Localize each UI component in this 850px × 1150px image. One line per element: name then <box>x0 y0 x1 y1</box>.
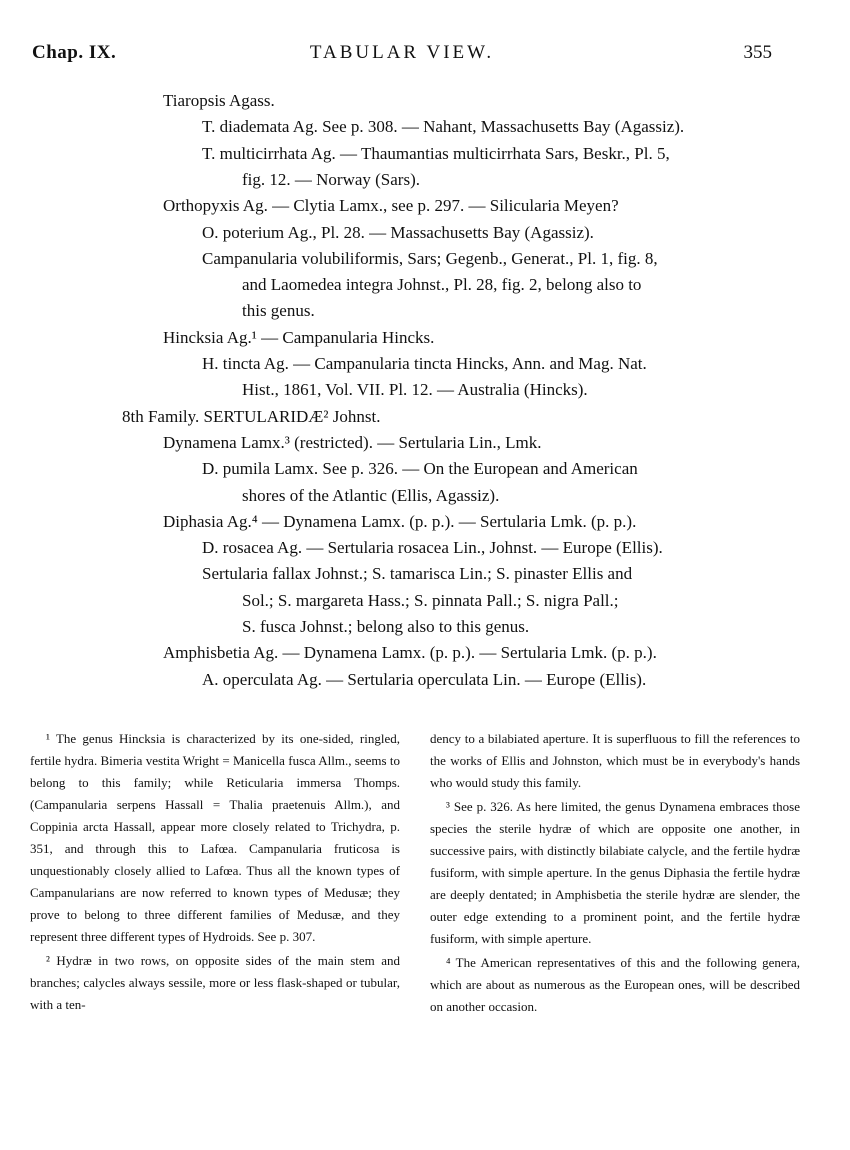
body-line: Campanularia volubiliformis, Sars; Gegenb., Generat., Pl. 1, fig. 8, <box>202 248 658 268</box>
body-line: Orthopyxis Ag. — Clytia Lamx., see p. 297. — Silicularia Meyen? <box>163 196 619 216</box>
running-title: TABULAR VIEW. <box>309 42 495 63</box>
body-line: Amphisbetia Ag. — Dynamena Lamx. (p. p.). — Sertularia Lmk. (p. p.). <box>163 643 657 663</box>
footnote-paragraph: ¹ The genus Hincksia is characterized by its one-sided, ringled, fertile hydra. Bimeria vestita Wright = Manicella fusca Allm., seems to belong to this family; while Reticularia immersa Thomps. (Campanularia serpens Hassall = Thalia praetenuis Allm.), and Coppinia arcta Hassall, appear more closely related to Trichydra, p. 351, and through this to Lafœa. Campanularia fruticosa is unquestionably closely allied to Lafœa. Thus all the known types of Campanularians are now referred to known types of Medusæ; they prove to belong to three different families of Medusæ, and they represent three different types of Hydroids. See p. 307. <box>30 731 400 944</box>
page-header <box>32 42 772 70</box>
body-line: fig. 12. — Norway (Sars). <box>242 169 420 189</box>
body-line: Diphasia Ag.⁴ — Dynamena Lamx. (p. p.). — Sertularia Lmk. (p. p.). <box>163 511 637 531</box>
body-line: Dynamena Lamx.³ (restricted). — Sertularia Lin., Lmk. <box>163 432 542 452</box>
body-line: S. fusca Johnst.; belong also to this genus. <box>242 617 530 636</box>
footnote-paragraph: ³ See p. 326. As here limited, the genus Dynamena embraces those species the sterile hydræ of which are opposite one another, in successive pairs, with distinctly bilabiate calycle, and the fertile hydræ fusiform, with simple aperture. In the genus Diphasia the fertile hydræ are deeply dentated; in Amphisbetia the sterile hydræ are slender, the outer edge extending to a prominent point, and the fertile hydræ fusiform, with simple aperture. <box>430 799 800 946</box>
footnote-paragraph: dency to a bilabiated aperture. It is superfluous to fill the references to the works of Ellis and Johnston, which must be in everybody's hands who would study this family. <box>430 731 800 790</box>
footnotes-right-column <box>430 728 800 1020</box>
body-line: Hist., 1861, Vol. VII. Pl. 12. — Australia (Hincks). <box>242 380 588 400</box>
body-line: 8th Family. SERTULARIDÆ² Johnst. <box>122 406 381 426</box>
body-line: Tiaropsis Agass. <box>163 91 275 110</box>
body-line: T. multicirrhata Ag. — Thaumantias multicirrhata Sars, Beskr., Pl. 5, <box>202 143 670 163</box>
body-line: and Laomedea integra Johnst., Pl. 28, fig. 2, belong also to <box>242 275 642 295</box>
body-line: Hincksia Ag.¹ — Campanularia Hincks. <box>163 327 435 347</box>
body-line: shores of the Atlantic (Ellis, Agassiz). <box>242 485 500 505</box>
body-line: A. operculata Ag. — Sertularia operculata Lin. — Europe (Ellis). <box>202 669 647 689</box>
body-line: this genus. <box>242 301 315 321</box>
footnote-paragraph: ² Hydræ in two rows, on opposite sides of the main stem and branches; calycles always sessile, more or less flask-shaped or tubular, with a ten- <box>30 953 400 1012</box>
body-line: T. diademata Ag. See p. 308. — Nahant, Massachusetts Bay (Agassiz). <box>202 117 685 137</box>
footnotes-left-column <box>30 728 400 1018</box>
body-line: D. pumila Lamx. See p. 326. — On the European and American <box>202 459 638 479</box>
chapter-label: Chap. IX. <box>32 42 117 63</box>
body-line: Sol.; S. margareta Hass.; S. pinnata Pall.; S. nigra Pall.; <box>242 590 619 610</box>
body-line: O. poterium Ag., Pl. 28. — Massachusetts Bay (Agassiz). <box>202 222 594 242</box>
body-line: D. rosacea Ag. — Sertularia rosacea Lin., Johnst. — Europe (Ellis). <box>202 538 663 558</box>
page-number: 355 <box>743 42 772 63</box>
footnote-paragraph: ⁴ The American representatives of this and the following genera, which are about as numerous as the European ones, will be described on another occasion. <box>430 955 800 1014</box>
body-line: Sertularia fallax Johnst.; S. tamarisca Lin.; S. pinaster Ellis and <box>202 564 633 584</box>
body-line: H. tincta Ag. — Campanularia tincta Hincks, Ann. and Mag. Nat. <box>202 354 647 373</box>
